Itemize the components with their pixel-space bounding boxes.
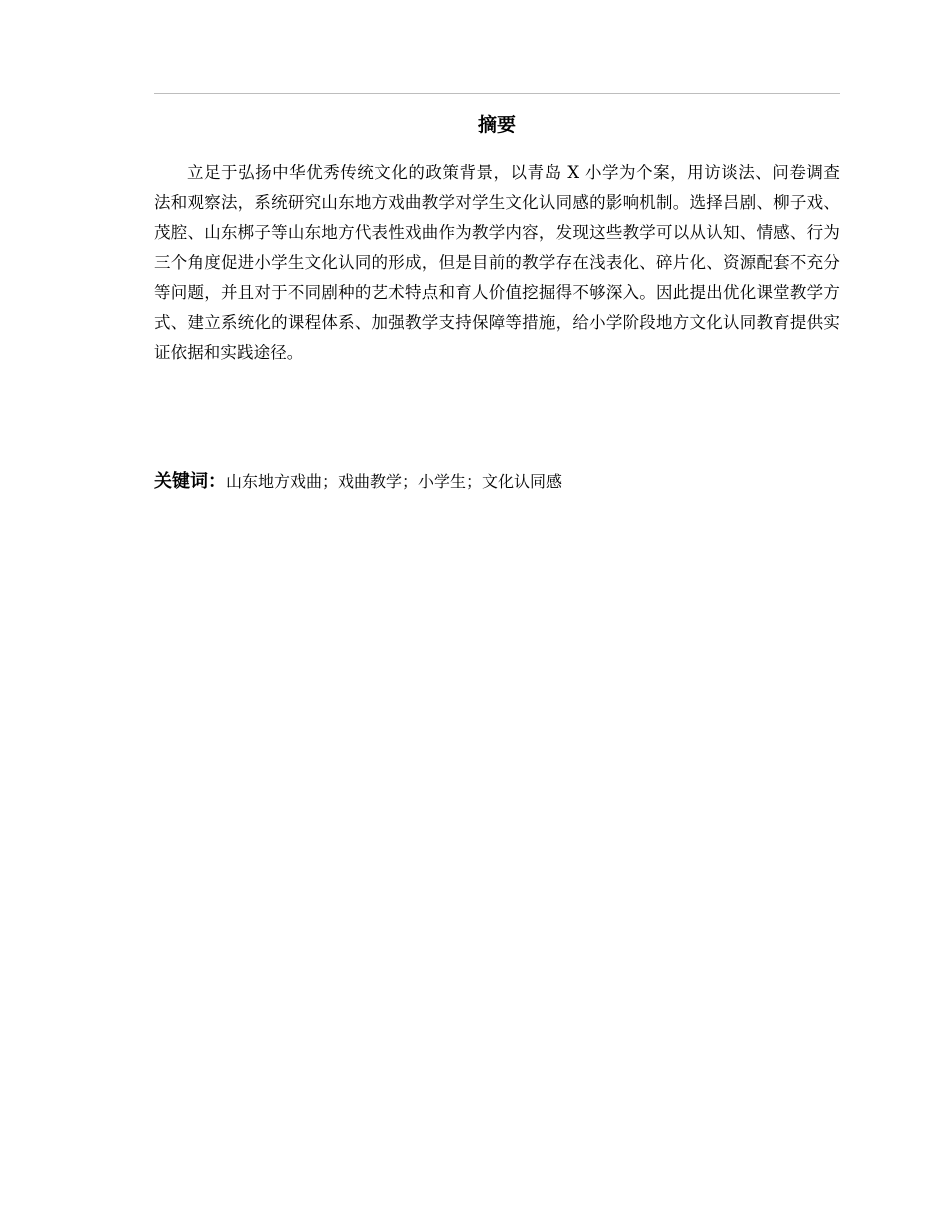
header-rule — [154, 93, 840, 94]
keywords-label: 关键词： — [154, 471, 226, 492]
keywords-line — [154, 468, 840, 496]
abstract-body: 立足于弘扬中华优秀传统文化的政策背景，以青岛 X 小学为个案，用访谈法、问卷调查法和观察法，系统研究山东地方戏曲教学对学生文化认同感的影响机制。选择吕剧、柳子戏、茂腔、山东梆子等山东地方代表性戏曲作为教学内容，发现这些教学可以从认知、情感、行为三个角度促进小学生文化认同的形成，但是目前的教学存在浅表化、碎片化、资源配套不充分等问题，并且对于不同剧种的艺术特点和育人价值挖掘得不够深入。因此提出优化课堂教学方式、建立系统化的课程体系、加强教学支持保障等措施，给小学阶段地方文化认同教育提供实证依据和实践途径。 — [154, 163, 840, 362]
keywords-values: 山东地方戏曲；戏曲教学；小学生；文化认同感 — [226, 472, 563, 491]
abstract-title: 摘要 — [477, 114, 516, 136]
